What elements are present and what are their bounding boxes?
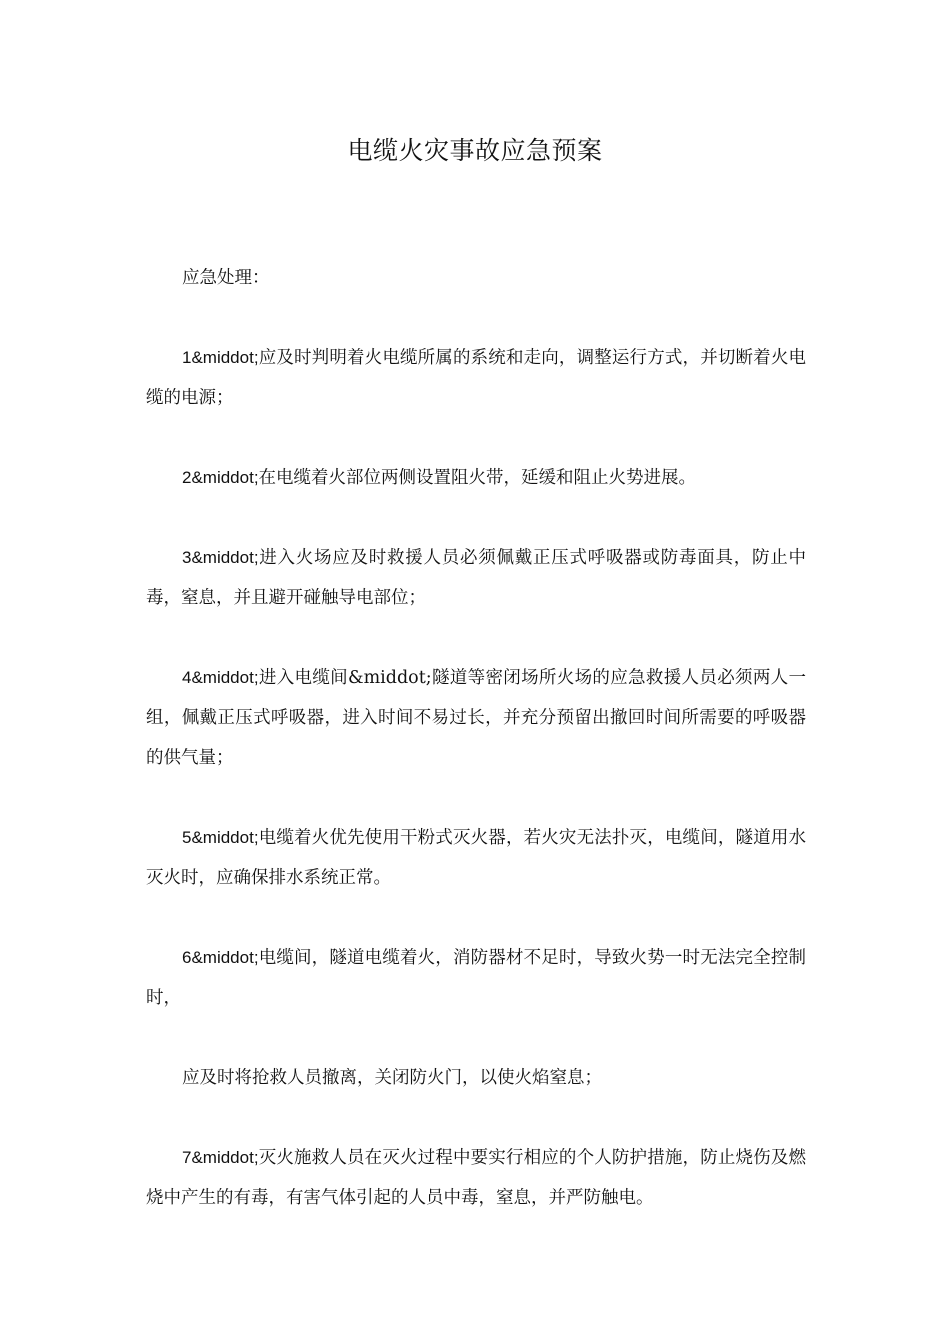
item-number: 7&middot; bbox=[182, 1148, 259, 1167]
paragraph-item-2 bbox=[146, 458, 806, 498]
item-number: 6&middot; bbox=[182, 948, 259, 967]
paragraph-item-7 bbox=[146, 1138, 806, 1218]
paragraph-item-5 bbox=[146, 818, 806, 898]
paragraph-item-4 bbox=[146, 658, 806, 778]
paragraph-text: 应及时将抢救人员撤离，关闭防火门，以使火焰窒息； bbox=[182, 1068, 602, 1088]
paragraph-text: 电缆着火优先使用干粉式灭火器，若火灾无法扑灭，电缆间，隧道用水灭火时，应确保排水系统正常。 bbox=[146, 828, 806, 888]
paragraph-text: 在电缆着火部位两侧设置阻火带，延缓和阻止火势进展。 bbox=[258, 468, 697, 488]
item-number: 5&middot; bbox=[182, 828, 259, 847]
paragraph-text: 电缆间，隧道电缆着火，消防器材不足时，导致火势一时无法完全控制时， bbox=[146, 948, 806, 1008]
paragraph-item-1 bbox=[146, 338, 806, 418]
paragraph-item-6-continued bbox=[146, 1058, 806, 1098]
document-title: 电缆火灾事故应急预案 bbox=[347, 136, 603, 165]
paragraph-item-6 bbox=[146, 938, 806, 1018]
paragraph-text: 灭火施救人员在灭火过程中要实行相应的个人防护措施，防止烧伤及燃烧中产生的有毒，有害气体引起的人员中毒，窒息，并严防触电。 bbox=[146, 1148, 806, 1208]
item-number: 1&middot; bbox=[182, 348, 259, 367]
paragraph-text: 应及时判明着火电缆所属的系统和走向，调整运行方式，并切断着火电缆的电源； bbox=[146, 348, 806, 408]
paragraph-text: 应急处理： bbox=[182, 268, 270, 288]
paragraph-item-3 bbox=[146, 538, 806, 618]
paragraph-intro bbox=[146, 258, 806, 298]
item-number: 2&middot; bbox=[182, 468, 259, 487]
document-body bbox=[146, 258, 806, 1258]
item-number: 4&middot; bbox=[182, 668, 259, 687]
paragraph-text: 进入火场应及时救援人员必须佩戴正压式呼吸器或防毒面具，防止中毒，窒息，并且避开碰触导电部位； bbox=[146, 548, 806, 608]
paragraph-text: 进入电缆间&middot;隧道等密闭场所火场的应急救援人员必须两人一组，佩戴正压式呼吸器，进入时间不易过长，并充分预留出撤回时间所需要的呼吸器的供气量； bbox=[146, 668, 806, 768]
item-number: 3&middot; bbox=[182, 548, 259, 567]
